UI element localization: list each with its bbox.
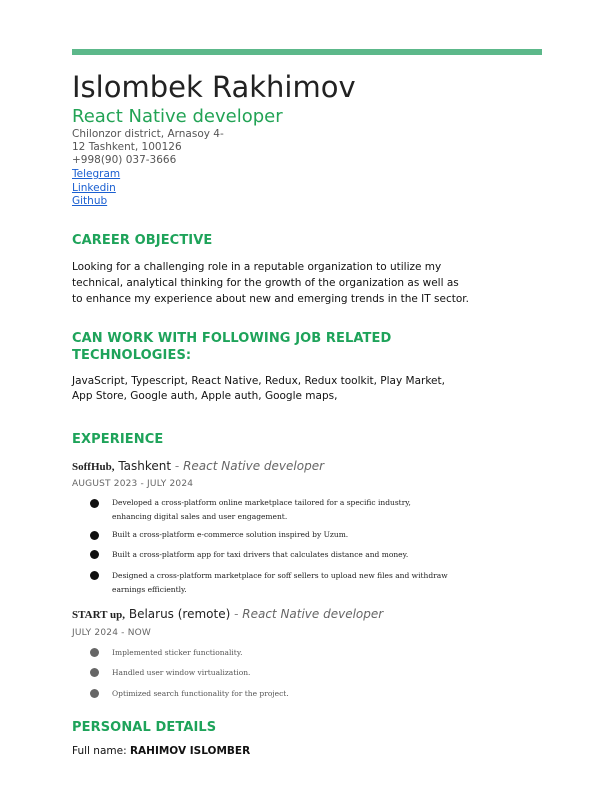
- job-1-bullet-4-line-2: earnings efficiently.: [112, 585, 187, 594]
- candidate-name: Islombek Rakhimov: [72, 70, 356, 104]
- job-1-position: React Native developer: [183, 459, 325, 473]
- job-1-bullet-1-line-2: enhancing digital sales and user engagement.: [112, 512, 288, 521]
- job-2-bullet-3: Optimized search functionality for the project.: [112, 689, 289, 698]
- bullet-dot-icon: [90, 571, 99, 580]
- job-1-company: SoffHub,: [72, 461, 115, 473]
- technologies-line-1: JavaScript, Typescript, React Native, Redux, Redux toolkit, Play Market,: [72, 375, 445, 387]
- job-1-bullet-4: [112, 569, 452, 597]
- linkedin-link[interactable]: Linkedin: [72, 182, 116, 194]
- technologies-heading-line-2: TECHNOLOGIES:: [72, 348, 192, 363]
- candidate-role: React Native developer: [72, 106, 283, 127]
- job-1-bullet-1-line-1: Developed a cross-platform online marketplace tailored for a specific industry,: [112, 498, 411, 507]
- job-1-separator: -: [171, 459, 184, 473]
- career-objective-line-1: Looking for a challenging role in a reputable organization to utilize my: [72, 261, 442, 273]
- career-objective-line-2: technical, analytical thinking for the growth of the organization as well as: [72, 277, 459, 289]
- bullet-dot-icon: [90, 689, 99, 698]
- job-1-bullet-1: [112, 496, 452, 524]
- address-line-2: 12 Tashkent, 100126: [72, 141, 182, 153]
- phone-number: +998(90) 037-3666: [72, 154, 177, 166]
- github-link[interactable]: Github: [72, 195, 108, 207]
- job-2-location: Belarus (remote): [125, 607, 231, 621]
- job-1-location: Tashkent: [114, 459, 172, 473]
- technologies-heading-line-1: CAN WORK WITH FOLLOWING JOB RELATED: [72, 331, 392, 346]
- job-1-bullet-3: Built a cross-platform app for taxi drivers that calculates distance and money.: [112, 550, 409, 559]
- job-2-title: [72, 607, 383, 621]
- bullet-dot-icon: [90, 648, 99, 657]
- technologies-line-2: App Store, Google auth, Apple auth, Google maps,: [72, 390, 338, 402]
- job-2-separator: -: [230, 607, 243, 621]
- bullet-dot-icon: [90, 550, 99, 559]
- job-1-bullet-4-line-1: Designed a cross-platform marketplace for soff sellers to upload new files and withdraw: [112, 571, 448, 580]
- job-1-dates: AUGUST 2023 - JULY 2024: [72, 479, 194, 489]
- bullet-dot-icon: [90, 668, 99, 677]
- job-1-title: [72, 459, 324, 473]
- job-2-company: START up,: [72, 609, 126, 621]
- full-name-label: Full name:: [72, 745, 130, 757]
- full-name-row: [72, 745, 250, 757]
- job-2-dates: JULY 2024 - NOW: [72, 628, 152, 638]
- career-objective-line-3: to enhance my experience about new and emerging trends in the IT sector.: [72, 293, 469, 305]
- personal-details-heading: PERSONAL DETAILS: [72, 720, 217, 735]
- experience-heading: EXPERIENCE: [72, 432, 164, 447]
- job-2-bullet-2: Handled user window virtualization.: [112, 668, 251, 677]
- address-line-1: Chilonzor district, Arnasoy 4-: [72, 128, 224, 140]
- job-2-bullet-1: Implemented sticker functionality.: [112, 648, 243, 657]
- telegram-link[interactable]: Telegram: [72, 168, 121, 180]
- job-1-bullet-2: Built a cross-platform e-commerce solution inspired by Uzum.: [112, 530, 349, 539]
- job-2-position: React Native developer: [242, 607, 384, 621]
- full-name-value: RAHIMOV ISLOMBER: [129, 745, 251, 757]
- bullet-dot-icon: [90, 499, 99, 508]
- bullet-dot-icon: [90, 531, 99, 540]
- top-accent-bar: [72, 49, 542, 55]
- career-objective-heading: CAREER OBJECTIVE: [72, 233, 213, 248]
